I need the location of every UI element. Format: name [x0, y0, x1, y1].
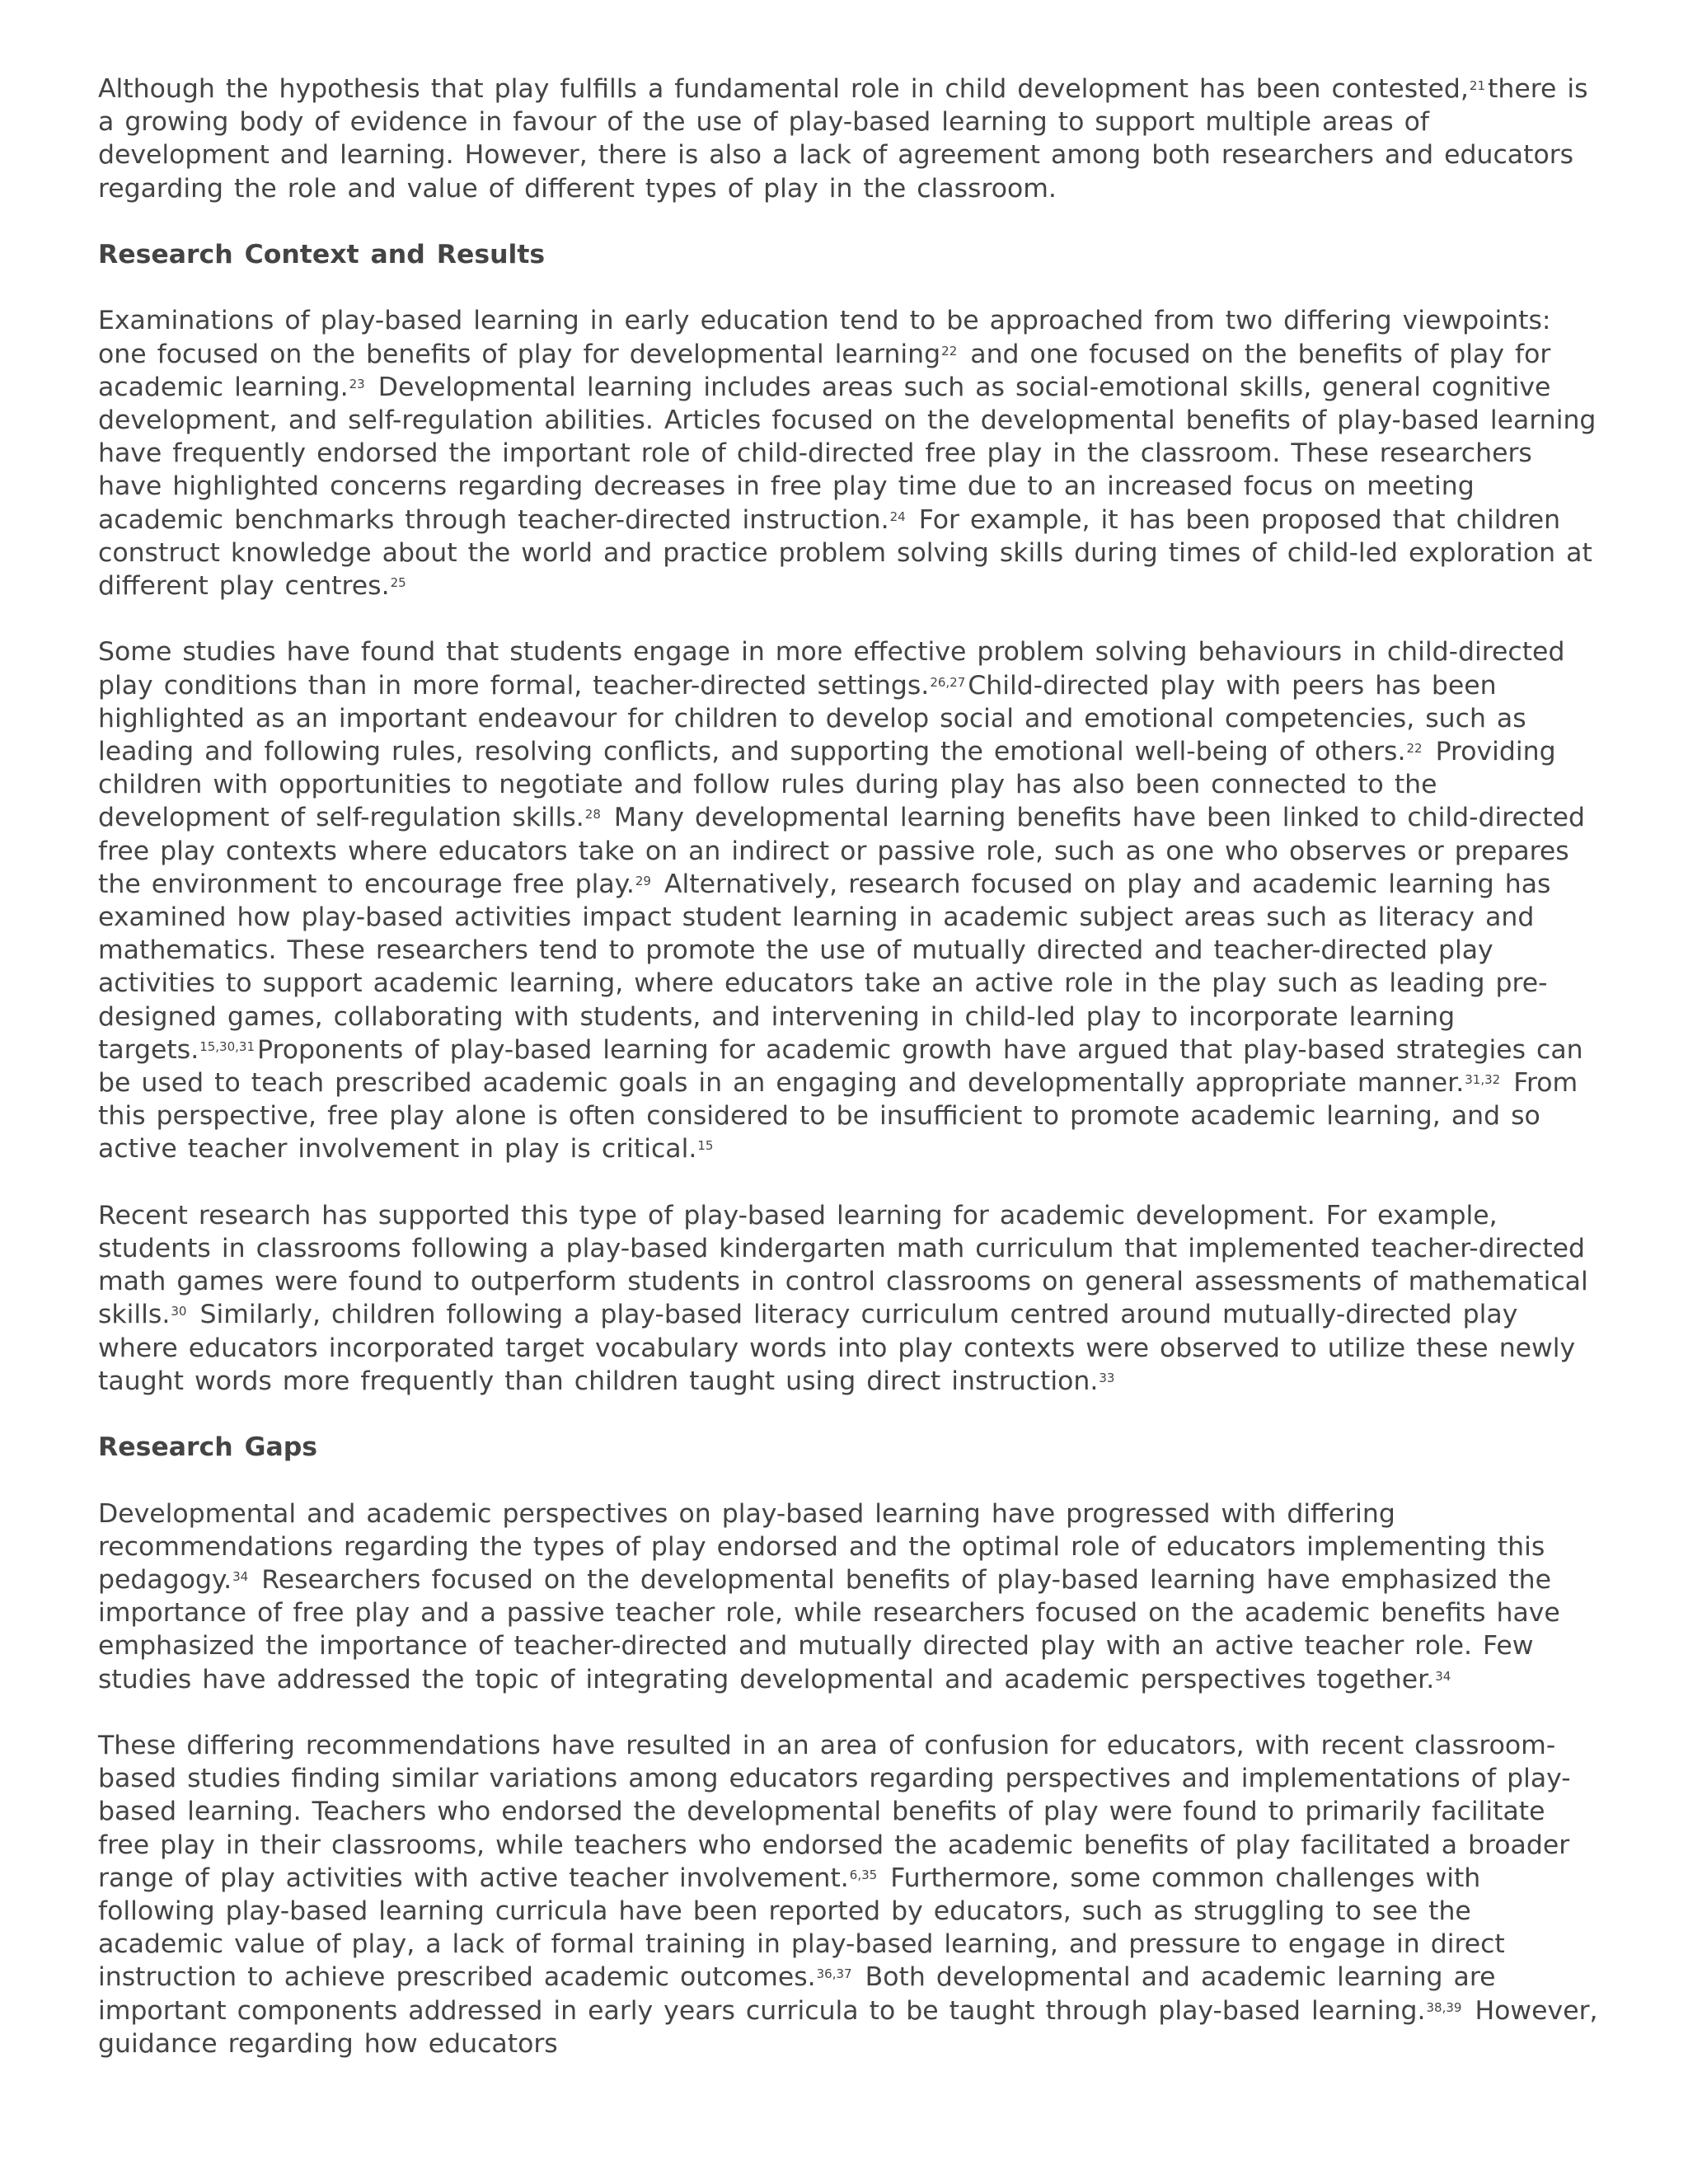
citation-ref: 6,35 — [849, 1867, 878, 1882]
paragraph-studies — [98, 635, 1598, 1165]
citation-ref: 21 — [1469, 78, 1485, 93]
citation-ref: 34 — [232, 1569, 249, 1585]
citation-ref: 24 — [889, 509, 906, 524]
citation-ref: 29 — [635, 873, 651, 888]
text-segment: For example, it has been proposed that children construct knowledge about the world and practice problem solving skills during times of child-led exploration at different play centres. — [98, 504, 1592, 602]
text-segment: Although the hypothesis that play fulfills a fundamental role in child development has been contested, — [98, 74, 1469, 104]
citation-ref: 22 — [941, 343, 958, 359]
text-segment: and one focused on the benefits of play for academic learning. — [98, 339, 1551, 402]
citation-ref: 30 — [171, 1304, 187, 1319]
text-segment: Developmental learning includes areas such as social-emotional skills, general cognitive development, and self-regulation abilities. Articles focused on the developmental benefits of play-based learning have frequently endorsed the important role of child-directed free play in the classroom. These researchers have highlighted concerns regarding decreases in free play time due to an increased focus on meeting academic benchmarks through teacher-directed instruction. — [98, 372, 1597, 535]
text-segment: Proponents of play-based learning for academic growth have argued that play-based strategies can be used to teach prescribed academic goals in an engaging and developmentally appropriate manner. — [98, 1034, 1583, 1099]
text-segment: there is a growing body of evidence in favour of the use of play-based learning to support multiple areas of development and learning. However, there is also a lack of agreement among both researchers and educators regarding the role and value of different types of play in the classroom. — [98, 74, 1588, 204]
text-segment: From this perspective, free play alone is often considered to be insufficient to promote academic learning, and so active teacher involvement in play is critical. — [98, 1068, 1578, 1165]
text-segment: Researchers focused on the developmental benefits of play-based learning have emphasized the importance of free play and a passive teacher role, while researchers focused on the academic benefits have emphasized the importance of teacher-directed and mutually directed play with an active teacher role. Few studies have addressed the topic of integrating developmental and academic perspectives together. — [98, 1565, 1560, 1694]
text-segment: Both developmental and academic learning are important components addressed in early years curricula to be taught through play-based learning. — [98, 1962, 1496, 2026]
text-segment: Developmental and academic perspectives on play-based learning have progressed with differing recommendations regarding the types of play endorsed and the optimal role of educators implementing this pedagogy. — [98, 1498, 1545, 1596]
text-segment: Many developmental learning benefits have been linked to child-directed free play contexts where educators take on an indirect or passive role, such as one who observes or prepares the environment to encourage free play. — [98, 803, 1585, 899]
text-segment: Furthermore, some common challenges with following play-based learning curricula have been reported by educators, such as struggling to see the academic value of play, a lack of formal training in play-based learning, and pressure to engage in direct instruction to achieve prescribed academic outcomes. — [98, 1863, 1505, 1993]
text-segment: Recent research has supported this type of play-based learning for academic development. For example, students in classrooms following a play-based kindergarten math curriculum that implemented teacher-directed math games were found to outperform students in control classrooms on general assessments of mathematical skills. — [98, 1200, 1588, 1330]
citation-ref: 31,32 — [1465, 1072, 1501, 1088]
text-segment: Some studies have found that students engage in more effective problem solving behaviours in child-directed play conditions than in more formal, teacher-directed settings. — [98, 637, 1565, 701]
paragraph-recent-research — [98, 1199, 1598, 1398]
citation-ref: 38,39 — [1426, 1999, 1462, 2015]
section-heading-research-context: Research Context and Results — [98, 240, 546, 269]
citation-ref: 28 — [584, 807, 601, 823]
text-segment: These differing recommendations have resulted in an area of confusion for educators, with recent classroom-based studies finding similar variations among educators regarding perspectives and implementations of play-based learning. Teachers who endorsed the developmental benefits of play were found to primarily facilitate free play in their classrooms, while teachers who endorsed the academic benefits of play facilitated a broader range of play activities with active teacher involvement. — [98, 1731, 1571, 1893]
citation-ref: 23 — [349, 376, 365, 391]
citation-ref: 26,27 — [930, 674, 966, 690]
section-heading-research-gaps: Research Gaps — [98, 1432, 317, 1463]
paragraph-confusion — [98, 1729, 1598, 2060]
citation-ref: 36,37 — [816, 1966, 852, 1982]
citation-ref: 25 — [390, 575, 406, 591]
paragraph-viewpoints — [98, 304, 1598, 602]
document-page — [98, 73, 1598, 2093]
text-segment: Examinations of play-based learning in early education tend to be approached from two differing viewpoints: one focused on the benefits of play for developmental learning — [98, 306, 1551, 369]
text-segment: However, guidance regarding how educators — [98, 1995, 1598, 2059]
citation-ref: 34 — [1435, 1668, 1451, 1684]
paragraph-perspectives — [98, 1497, 1598, 1696]
citation-ref: 22 — [1406, 741, 1423, 757]
citation-ref: 33 — [1099, 1370, 1115, 1385]
citation-ref: 15 — [697, 1138, 714, 1154]
citation-ref: 15,30,31 — [199, 1038, 255, 1054]
paragraph-intro — [98, 73, 1598, 205]
text-segment: Child-directed play with peers has been highlighted as an important endeavour for children to develop social and emotional competencies, such as leading and following rules, resolving conflicts, and supporting the emotional well-being of others. — [98, 670, 1526, 767]
text-segment: Similarly, children following a play-based literacy curriculum centred around mutually-directed play where educators incorporated target vocabulary words into play contexts were observed to utilize these newly taught words more frequently than children taught using direct instruction. — [98, 1300, 1576, 1396]
text-segment: Providing children with opportunities to negotiate and follow rules during play has also been connected to the development of self-regulation skills. — [98, 737, 1556, 833]
text-segment: Alternatively, research focused on play and academic learning has examined how play-based activities impact student learning in academic subject areas such as literacy and mathematics. These researchers tend to promote the use of mutually directed and teacher-directed play activities to support academic learning, where educators take an active role in the play such as leading pre-designed games, collaborating with students, and intervening in child-led play to incorporate learning targets. — [98, 869, 1551, 1065]
